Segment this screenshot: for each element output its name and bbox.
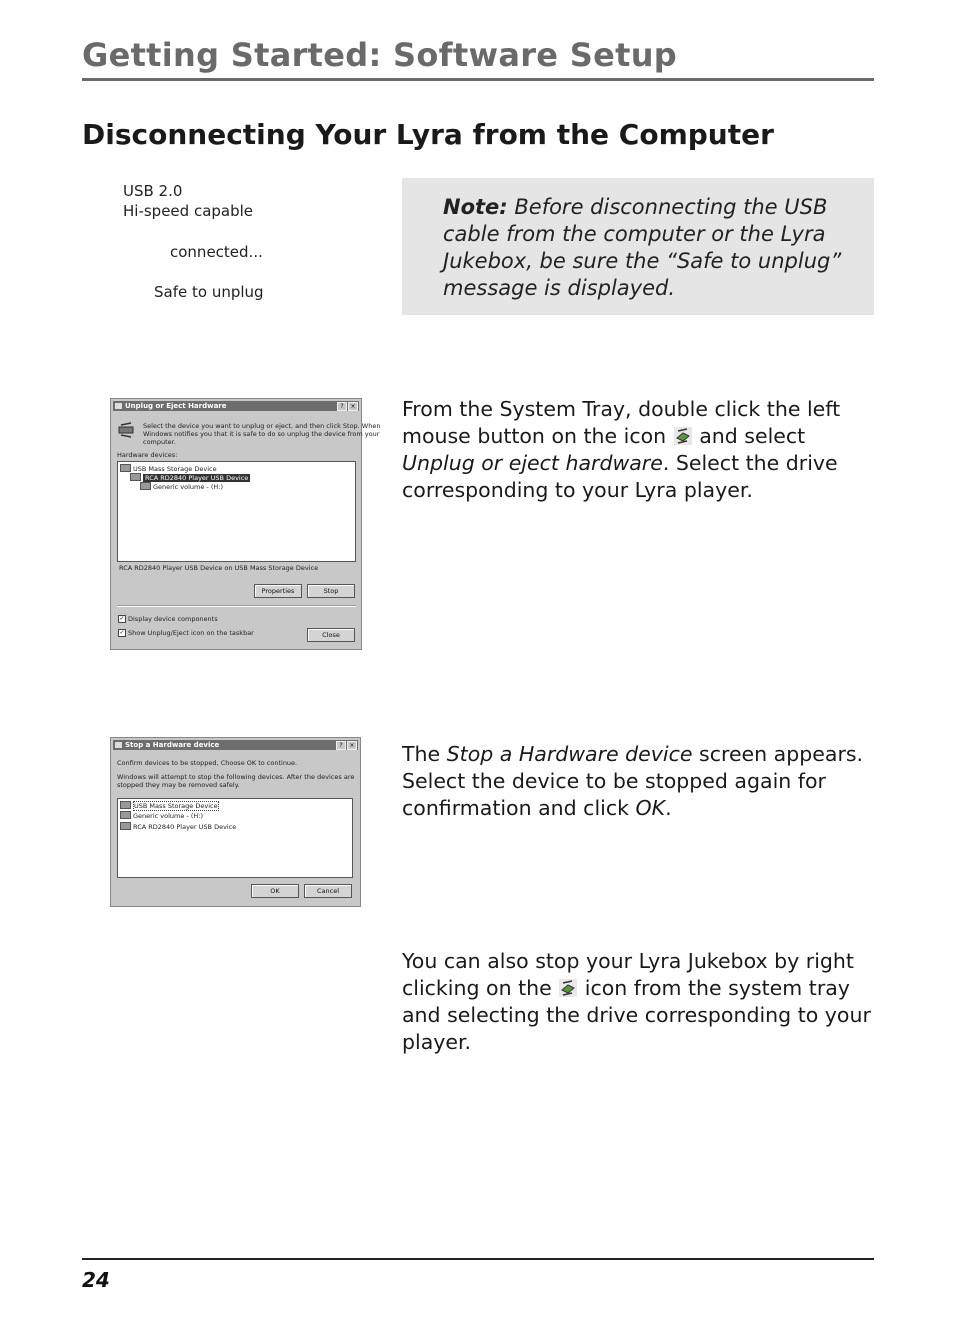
safely-remove-hardware-icon [558, 978, 578, 998]
show-icon-label: Show Unplug/Eject icon on the taskbar [128, 629, 254, 637]
list-item[interactable]: USB Mass Storage Device [120, 464, 217, 473]
display-components-checkbox[interactable]: ✓ [119, 615, 125, 622]
lcd-line-usb: USB 2.0 [123, 182, 183, 200]
show-icon-checkbox[interactable]: ✓ [119, 629, 125, 636]
close-icon[interactable]: × [348, 402, 358, 411]
list-item[interactable]: Generic volume - (H:) [140, 482, 223, 491]
volume-icon [140, 482, 151, 490]
player-device-icon [120, 822, 131, 830]
lcd-line-safe: Safe to unplug [154, 283, 264, 301]
list-item[interactable]: Generic volume - (H:) [120, 811, 203, 820]
page-number: 24 [82, 1268, 110, 1292]
unplug-dialog-screenshot [110, 398, 381, 650]
note-box [402, 178, 874, 315]
hardware-icon [117, 421, 137, 439]
header-rule [82, 78, 874, 81]
cancel-button[interactable]: Cancel [304, 884, 352, 898]
display-components-label: Display device components [128, 615, 218, 623]
lcd-line-hispeed: Hi-speed capable [123, 202, 254, 220]
device-status-text: RCA RD2840 Player USB Device on USB Mass Storage Device [119, 564, 319, 572]
dialog-app-icon [115, 742, 122, 748]
dialog-title: Stop a Hardware device [125, 741, 220, 749]
dialog-titlebar [113, 401, 359, 411]
dialog-description-1: Select the device you want to unplug or eject, and then click Stop. When [143, 422, 381, 430]
help-button[interactable]: ? [336, 741, 346, 750]
confirm-text: Confirm devices to be stopped, Choose OK to continue. [117, 759, 298, 767]
step-3-paragraph: You can also stop your Lyra Jukebox by right clicking on the icon from the system tray and selecting the drive corresponding to your player. [402, 949, 871, 1054]
note-label: Note: [443, 195, 508, 219]
dialog-titlebar [113, 740, 358, 750]
warning-text-1: Windows will attempt to stop the following devices. After the devices are [117, 773, 355, 781]
step-1-paragraph: From the System Tray, double click the left mouse button on the icon and select Unplug or eject hardware. Select the drive corresponding to your Lyra player. [402, 397, 841, 502]
properties-button[interactable]: Properties [254, 584, 302, 598]
dialog-app-icon [115, 403, 122, 409]
list-item[interactable]: USB Mass Storage Device [120, 801, 219, 810]
player-device-icon [130, 473, 141, 481]
stop-device-list[interactable] [117, 798, 353, 878]
list-item[interactable]: RCA RD2840 Player USB Device [120, 822, 236, 831]
ok-button[interactable]: OK [251, 884, 299, 898]
note-text: Before disconnecting the USB cable from the computer or the Lyra Jukebox, be sure the “Safe to unplug” message is displayed. [443, 195, 842, 300]
stop-hardware-dialog-screenshot [110, 737, 361, 907]
section-title: Getting Started: Software Setup [82, 36, 677, 74]
stop-button[interactable]: Stop [307, 584, 355, 598]
usb-device-icon [120, 464, 131, 472]
warning-text-2: stopped they may be removed safely. [117, 781, 240, 789]
page-heading: Disconnecting Your Lyra from the Computer [82, 118, 774, 151]
usb-device-icon [120, 801, 131, 809]
safely-remove-hardware-icon [673, 426, 693, 446]
footer-rule [82, 1258, 874, 1260]
dialog-separator [117, 605, 356, 607]
dialog-description-2: Windows notifies you that it is safe to do so unplug the device from your [143, 430, 380, 438]
help-button[interactable]: ? [337, 402, 347, 411]
step-2-paragraph: The Stop a Hardware device screen appears. Select the device to be stopped again for confirmation and click OK. [402, 742, 864, 820]
dialog-description-3: computer. [143, 438, 176, 446]
dialog-title: Unplug or Eject Hardware [125, 402, 227, 410]
volume-icon [120, 811, 131, 819]
list-item[interactable]: RCA RD2840 Player USB Device [130, 473, 250, 482]
hardware-devices-label: Hardware devices: [117, 451, 178, 459]
hardware-device-list[interactable] [117, 461, 356, 562]
close-icon[interactable]: × [347, 741, 357, 750]
close-button[interactable]: Close [307, 628, 355, 642]
lcd-line-connected: connected... [170, 243, 263, 261]
